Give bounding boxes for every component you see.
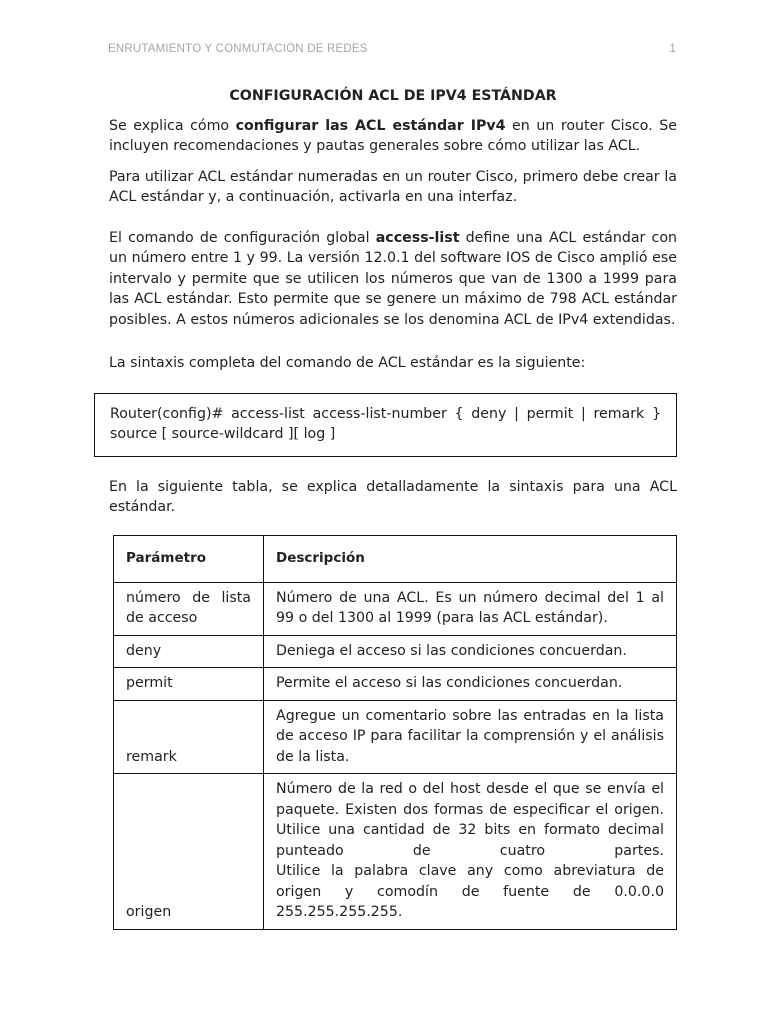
table-header-row — [114, 535, 677, 582]
desc-cell — [264, 774, 677, 930]
param-cell: permit — [114, 668, 264, 701]
param-cell: remark — [114, 700, 264, 774]
document-title: CONFIGURACIÓN ACL DE IPV4 ESTÁNDAR — [229, 88, 557, 104]
header-descripcion: Descripción — [264, 535, 677, 582]
param-cell: número de lista de acceso — [114, 582, 264, 635]
command-text-c: define una ACL estándar con un número entre 1 y 99. La versión 12.0.1 del software IOS de Cisco amplió ese intervalo y permite que se utilicen los números que van de 1300 a 1999 para las ACL estándar. Esto permite que se genere un máximo de 798 ACL estándar posibles. A estos números adicionales se los denomina ACL de IPv4 extendidas. — [109, 229, 677, 328]
intro-text-bold: configurar las ACL estándar IPv4 — [235, 117, 506, 134]
command-text-bold: access-list — [375, 229, 460, 246]
param-cell: origen — [114, 774, 264, 930]
running-title: ENRUTAMIENTO Y CONMUTACIÓN DE REDES — [108, 43, 368, 55]
table-row — [114, 700, 677, 774]
intro-paragraph — [109, 116, 677, 157]
document-body — [109, 86, 677, 930]
desc-origen-part-1: Número de la red o del host desde el que se envía el paquete. Existen dos formas de especificar el origen. Utilice una cantidad de 32 bits en formato decimal punteado de cuatro partes. — [276, 781, 664, 859]
header-parametro: Parámetro — [114, 535, 264, 582]
syntax-box — [94, 393, 677, 457]
table-row — [114, 582, 677, 635]
intro-text-a: Se explica cómo — [109, 117, 236, 134]
table-row — [114, 774, 677, 930]
desc-cell: Permite el acceso si las condiciones concuerdan. — [264, 668, 677, 701]
intro-text-c: en un router Cisco. Se incluyen recomendaciones y pautas generales sobre cómo utilizar las ACL. — [109, 117, 677, 154]
desc-origen-part-2: Utilice la palabra clave any como abreviatura de origen y comodín de fuente de 0.0.0.0 255.255.255.255. — [276, 863, 664, 920]
command-paragraph — [109, 228, 677, 331]
desc-cell: Deniega el acceso si las condiciones concuerdan. — [264, 635, 677, 668]
command-text-a: El comando de configuración global — [109, 229, 376, 246]
table-intro-paragraph: En la siguiente tabla, se explica detalladamente la sintaxis para una ACL estándar. — [109, 478, 677, 515]
param-cell: deny — [114, 635, 264, 668]
desc-cell: Número de una ACL. Es un número decimal del 1 al 99 o del 1300 al 1999 (para las ACL estándar). — [264, 582, 677, 635]
table-row — [114, 668, 677, 701]
syntax-intro-paragraph: La sintaxis completa del comando de ACL estándar es la siguiente: — [109, 355, 586, 371]
table-row — [114, 635, 677, 668]
usage-paragraph: Para utilizar ACL estándar numeradas en un router Cisco, primero debe crear la ACL estándar y, a continuación, activarla en una interfaz. — [109, 168, 677, 205]
parameters-table — [113, 535, 677, 930]
syntax-command: Router(config)# access-list access-list-number { deny | permit | remark } source [ source-wildcard ][ log ] — [110, 405, 661, 442]
desc-cell: Agregue un comentario sobre las entradas en la lista de acceso IP para facilitar la comprensión y el análisis de la lista. — [264, 700, 677, 774]
page-number: 1 — [669, 43, 676, 55]
page-header — [108, 43, 676, 55]
